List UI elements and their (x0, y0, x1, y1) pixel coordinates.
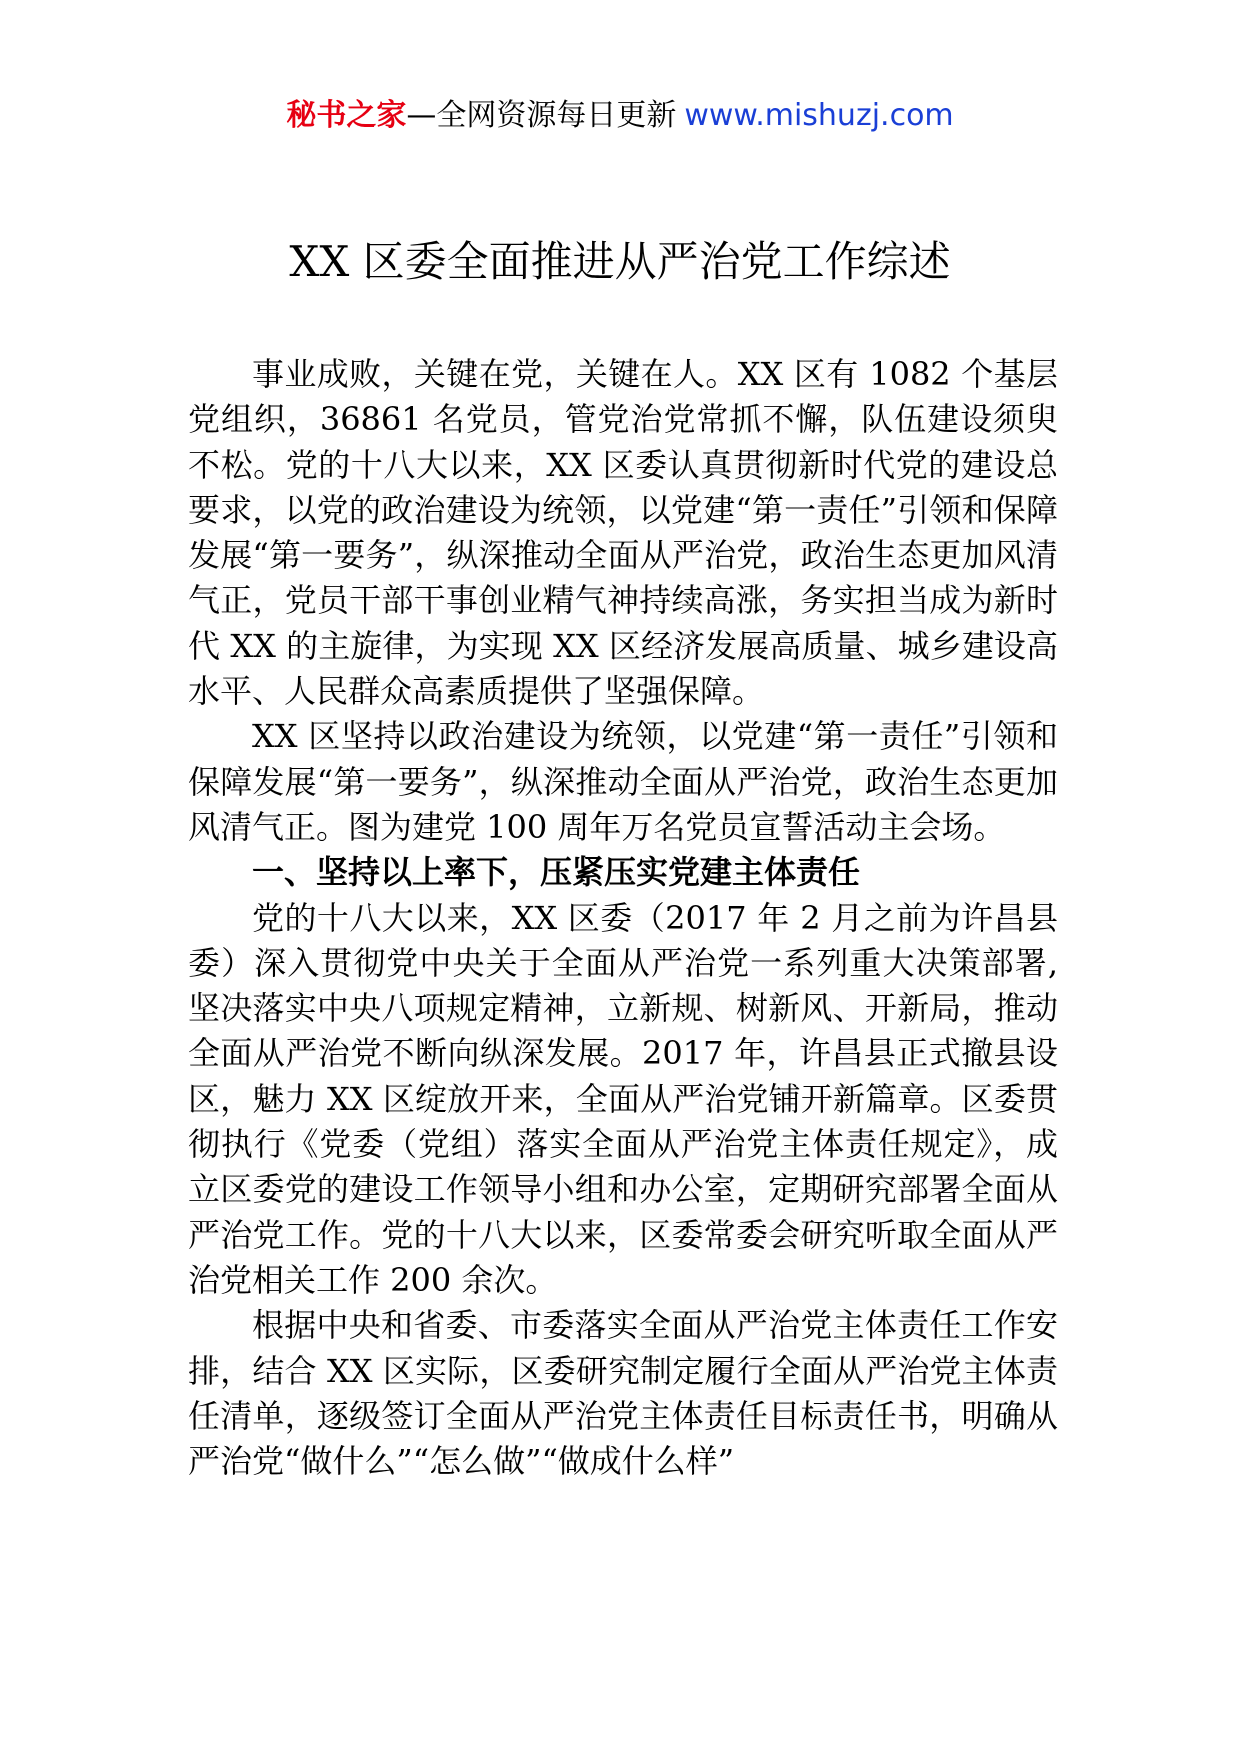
section-heading: 一、坚持以上率下，压紧压实党建主体责任 (252, 853, 861, 892)
site-url-link[interactable]: www.mishuzj.com (684, 98, 954, 133)
site-header (0, 96, 1240, 136)
body-paragraph: 党的十八大以来，XX 区委（2017 年 2 月之前为许昌县委）深入贯彻党中央关于全面从严治党一系列重大决策部署,坚决落实中央八项规定精神，立新规、树新风、开新局，推动全面从严治党不断向纵深发展。2017 年，许昌县正式撤县设区，魅力 XX 区绽放开来，全面从严治党铺开新篇章。区委贯彻执行《党委（党组）落实全面从严治党主体责任规定》，成立区委党的建设工作领导小组和办公室，定期研究部署全面从严治党工作。党的十八大以来，区委常委会研究听取全面从严治党相关工作 200 余次。 (188, 898, 1058, 1299)
site-tagline: —全网资源每日更新 (406, 98, 677, 133)
body-paragraph: XX 区坚持以政治建设为统领，以党建“第一责任”引领和保障发展“第一要务”，纵深推动全面从严治党，政治生态更加风清气正。图为建党 100 周年万名党员宣誓活动主会场。 (188, 717, 1058, 846)
document-title: XX 区委全面推进从严治党工作综述 (289, 237, 951, 286)
body-paragraph: 根据中央和省委、市委落实全面从严治党主体责任工作安排，结合 XX 区实际，区委研究制定履行全面从严治党主体责任清单，逐级签订全面从严治党主体责任目标责任书，明确从严治党“做什么”“怎么做”“做成什么样” (188, 1306, 1058, 1481)
document-body (188, 352, 1058, 1484)
site-brand: 秘书之家 (286, 98, 407, 133)
body-paragraph: 事业成败，关键在党，关键在人。XX 区有 1082 个基层党组织，36861 名党员，管党治党常抓不懈，队伍建设须臾不松。党的十八大以来，XX 区委认真贯彻新时代党的建设总要求，以党的政治建设为统领，以党建“第一责任”引领和保障发展“第一要务”，纵深推动全面从严治党，政治生态更加风清气正，党员干部干事创业精气神持续高涨，务实担当成为新时代 XX 的主旋律，为实现 XX 区经济发展高质量、城乡建设高水平、人民群众高素质提供了坚强保障。 (188, 355, 1058, 711)
